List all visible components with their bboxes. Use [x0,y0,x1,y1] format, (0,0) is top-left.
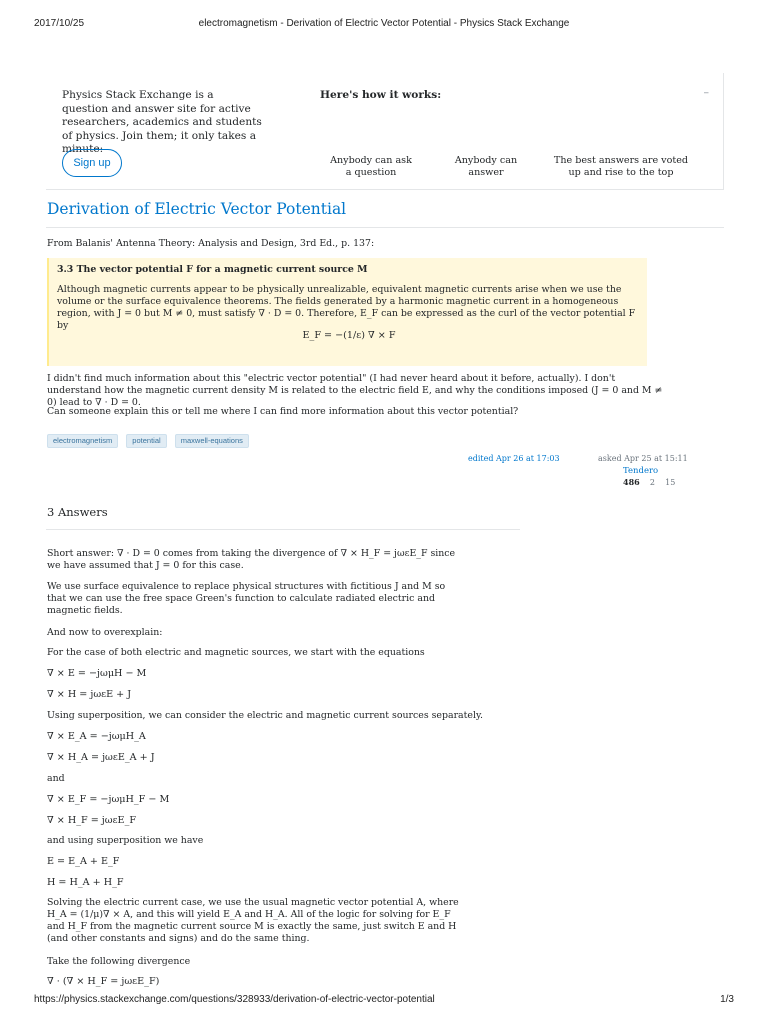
answer-equation: ∇ × H_A = jωεE_A + J [47,752,155,763]
answer-equation: ∇ × E_A = −jωμH_A [47,731,146,742]
user-reputation [623,477,675,487]
question-tags [47,428,252,448]
asked-timestamp: asked Apr 25 at 15:11 [598,454,688,463]
question-intro: From Balanis' Antenna Theory: Analysis and Design, 3rd Ed., p. 137: [47,238,375,249]
step-answer: Anybody can answer [454,155,518,178]
answer-paragraph: We use surface equivalence to replace physical structures with fictitious J and M so that we can use the free space Green's function to calculate radiated electric and magnetic fields. [47,581,446,616]
bronze-badge-count: 15 [665,478,676,487]
tag-electromagnetism[interactable]: electromagnetism [47,434,118,448]
question-paragraph: I didn't find much information about this "electric vector potential" (I had never heard about it before, actually). I don't understand how the magnetic current density M is related to the electric field E, and why the conditions imposed (J = 0 and M ≠ 0) lead to ∇ · D = 0. [47,373,663,408]
print-date: 2017/10/25 [34,18,85,29]
answers-divider [46,529,520,530]
answer-paragraph: and [47,773,65,784]
answer-equation: ∇ × E_F = −jωμH_F − M [47,794,170,805]
answer-paragraph: Solving the electric current case, we use the usual magnetic vector potential A, where H_A = (1/μ)∇ × A, and this will yield E_A and H_A. All of the logic for solving for E_F and H_F from the magnetic current source M is exactly the same, just switch E and H (and other constants and signs) and do the same thing. [47,897,459,944]
answer-equation: ∇ × H = jωεE + J [47,689,132,700]
step-vote: The best answers are voted up and rise to the top [553,155,689,178]
answer-equation: ∇ × H_F = jωεE_F [47,815,137,826]
question-paragraph: Can someone explain this or tell me where I can find more information about this vector potential? [47,406,519,417]
question-title-link[interactable]: Derivation of Electric Vector Potential [47,200,347,218]
tag-potential[interactable]: potential [126,434,166,448]
answers-count-heading: 3 Answers [47,505,108,519]
quote-equation: E_F = −(1/ε) ∇ × F [302,330,396,341]
answer-paragraph: and using superposition we have [47,835,204,846]
title-divider [46,227,724,228]
dismiss-banner-button[interactable]: – [703,86,709,99]
step-ask: Anybody can ask a question [330,155,412,178]
quote-heading: 3.3 The vector potential F for a magnetic current source M [57,264,368,275]
answer-paragraph: And now to overexplain: [47,627,163,638]
reputation-score: 486 [623,477,640,487]
answer-paragraph: For the case of both electric and magnetic sources, we start with the equations [47,647,425,658]
tag-maxwell-equations[interactable]: maxwell-equations [175,434,249,448]
answer-paragraph: Take the following divergence [47,956,191,967]
answer-equation: H = H_A + H_F [47,877,124,888]
user-link[interactable]: Tendero [623,466,659,476]
how-it-works-heading: Here's how it works: [320,89,442,101]
print-url: https://physics.stackexchange.com/questions/328933/derivation-of-electric-vector-potential [34,994,435,1005]
signup-banner [46,73,724,190]
answer-paragraph: Short answer: ∇ · D = 0 comes from taking the divergence of ∇ × H_F = jωεE_F since we have assumed that J = 0 for this case. [47,548,456,571]
quote-body: Although magnetic currents appear to be physically unrealizable, equivalent magnetic currents arise when we use the volume or the surface equivalence theorems. The fields generated by a harmonic magnetic current in a homogeneous region, with J = 0 but M ≠ 0, must satisfy ∇ · D = 0. Therefore, E_F can be expressed as the curl of the vector potential F by [57,284,636,331]
question-blockquote [47,258,647,366]
answer-equation: E = E_A + E_F [47,856,120,867]
answer-equation: ∇ · (∇ × H_F = jωεE_F) [47,976,160,987]
print-page-title: electromagnetism - Derivation of Electric Vector Potential - Physics Stack Exchange [198,18,570,29]
edited-link[interactable]: edited Apr 26 at 17:03 [468,454,560,463]
answer-paragraph: Using superposition, we can consider the electric and magnetic current sources separately. [47,710,483,721]
silver-badge-count: 2 [649,478,655,487]
print-page-number: 1/3 [720,994,734,1005]
answer-equation: ∇ × E = −jωμH − M [47,668,147,679]
site-description: Physics Stack Exchange is a question and answer site for active researchers, academics and students of physics. Join them; it only takes a minute: [62,89,262,155]
signup-button[interactable]: Sign up [62,149,122,177]
